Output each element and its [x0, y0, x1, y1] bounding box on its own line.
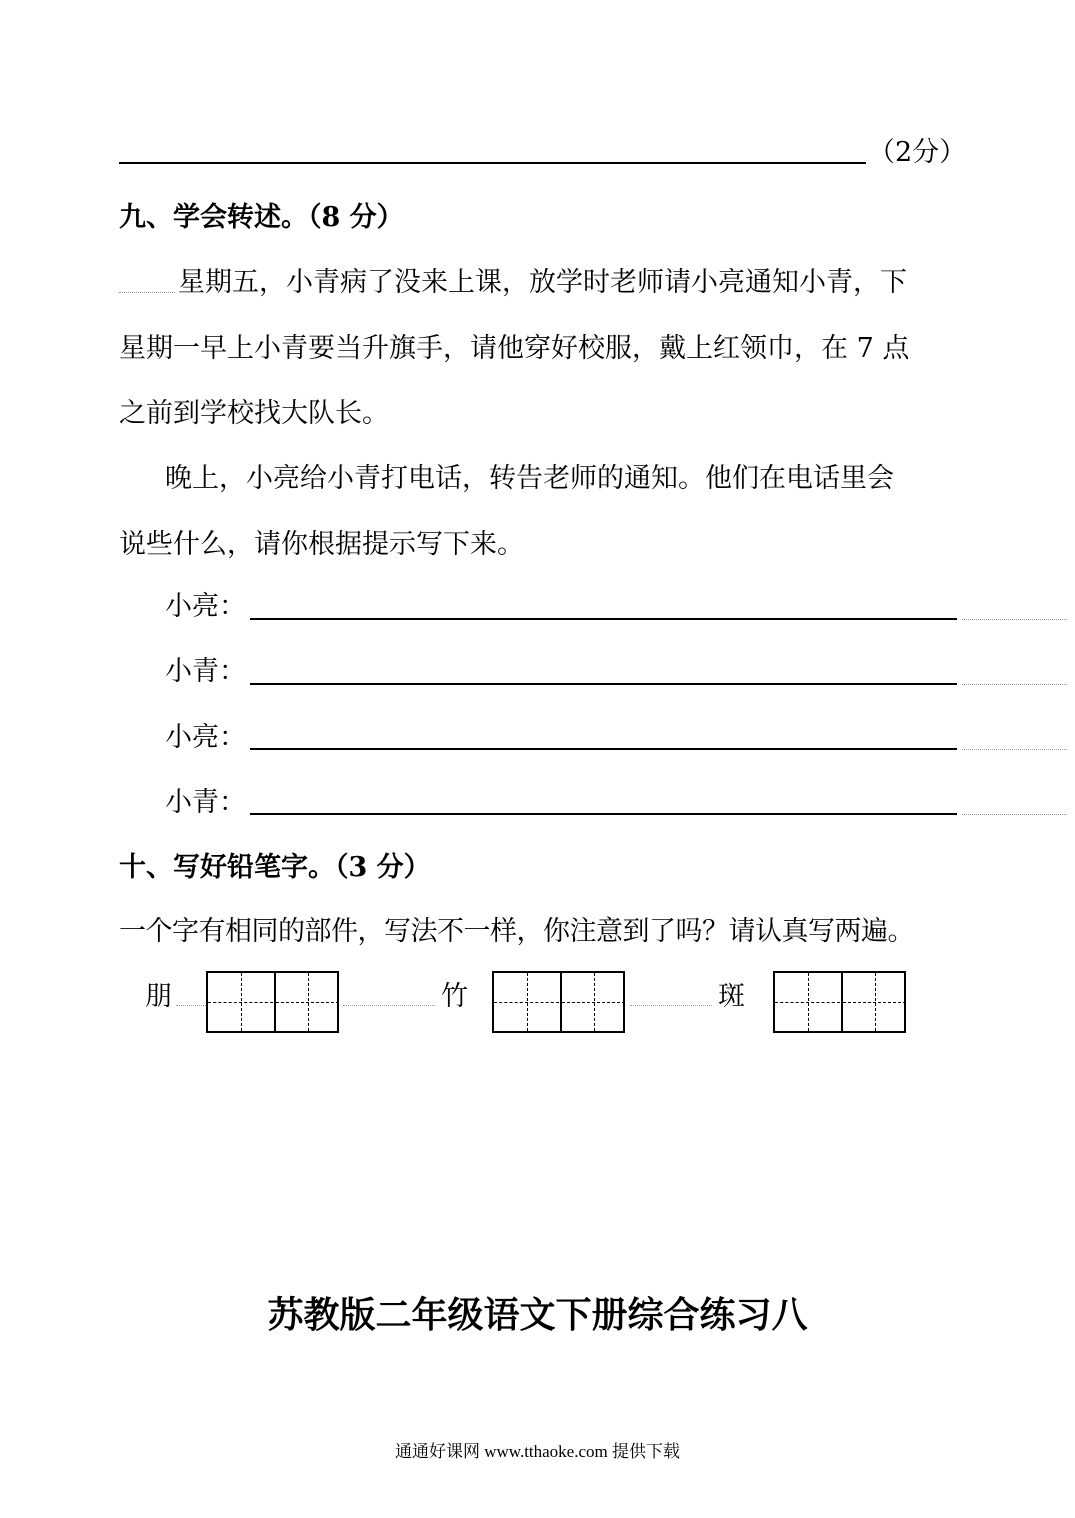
- section-9-paragraph-line: 星期五，小青病了没来上课，放学时老师请小亮通知小青，下: [178, 267, 907, 298]
- practice-character: 朋: [145, 981, 172, 1012]
- footer-text: 通通好课网 www.tthaoke.com 提供下载: [394, 1442, 681, 1461]
- grid-dots: [343, 1005, 435, 1006]
- grid-cell: [208, 973, 273, 1031]
- indent-dots: [119, 292, 175, 293]
- grid-cell: [775, 973, 840, 1031]
- writing-grid[interactable]: [773, 971, 906, 1033]
- document-title: 苏教版二年级语文下册综合练习八: [267, 1294, 808, 1336]
- practice-character: 竹: [441, 981, 468, 1012]
- speaker-label: 小亮：: [165, 591, 246, 622]
- trailing-dots: [962, 619, 1067, 620]
- dialogue-answer-line[interactable]: [250, 748, 957, 750]
- trailing-dots: [962, 814, 1067, 815]
- writing-grid[interactable]: [492, 971, 625, 1033]
- speaker-label: 小亮：: [165, 722, 246, 753]
- score-label: （2分）: [868, 137, 967, 168]
- section-9-paragraph-line: 说些什么，请你根据提示写下来。: [119, 529, 524, 560]
- trailing-dots: [962, 684, 1067, 685]
- grid-cell: [841, 973, 906, 1031]
- grid-dots: [630, 1005, 712, 1006]
- section-10-heading: 十、写好铅笔字。（3 分）: [119, 852, 431, 883]
- grid-cell: [494, 973, 559, 1031]
- dialogue-answer-line[interactable]: [250, 683, 957, 685]
- grid-cell: [560, 973, 625, 1031]
- grid-cell: [274, 973, 339, 1031]
- section-10-instruction: 一个字有相同的部件，写法不一样，你注意到了吗？请认真写两遍。: [119, 916, 914, 947]
- trailing-dots: [962, 749, 1067, 750]
- section-9-paragraph-line: 星期一早上小青要当升旗手，请他穿好校服，戴上红领巾，在 7 点: [119, 333, 910, 364]
- speaker-label: 小青：: [165, 787, 246, 818]
- practice-character: 斑: [718, 981, 745, 1012]
- grid-dots: [176, 1005, 206, 1006]
- section-9-paragraph-line: 之前到学校找大队长。: [119, 398, 389, 429]
- answer-line[interactable]: [119, 162, 866, 164]
- dialogue-answer-line[interactable]: [250, 618, 957, 620]
- section-9-paragraph-line: 晚上，小亮给小青打电话，转告老师的通知。他们在电话里会: [165, 463, 894, 494]
- speaker-label: 小青：: [165, 656, 246, 687]
- writing-grid[interactable]: [206, 971, 339, 1033]
- section-9-heading: 九、学会转述。（8 分）: [119, 202, 404, 233]
- dialogue-answer-line[interactable]: [250, 813, 957, 815]
